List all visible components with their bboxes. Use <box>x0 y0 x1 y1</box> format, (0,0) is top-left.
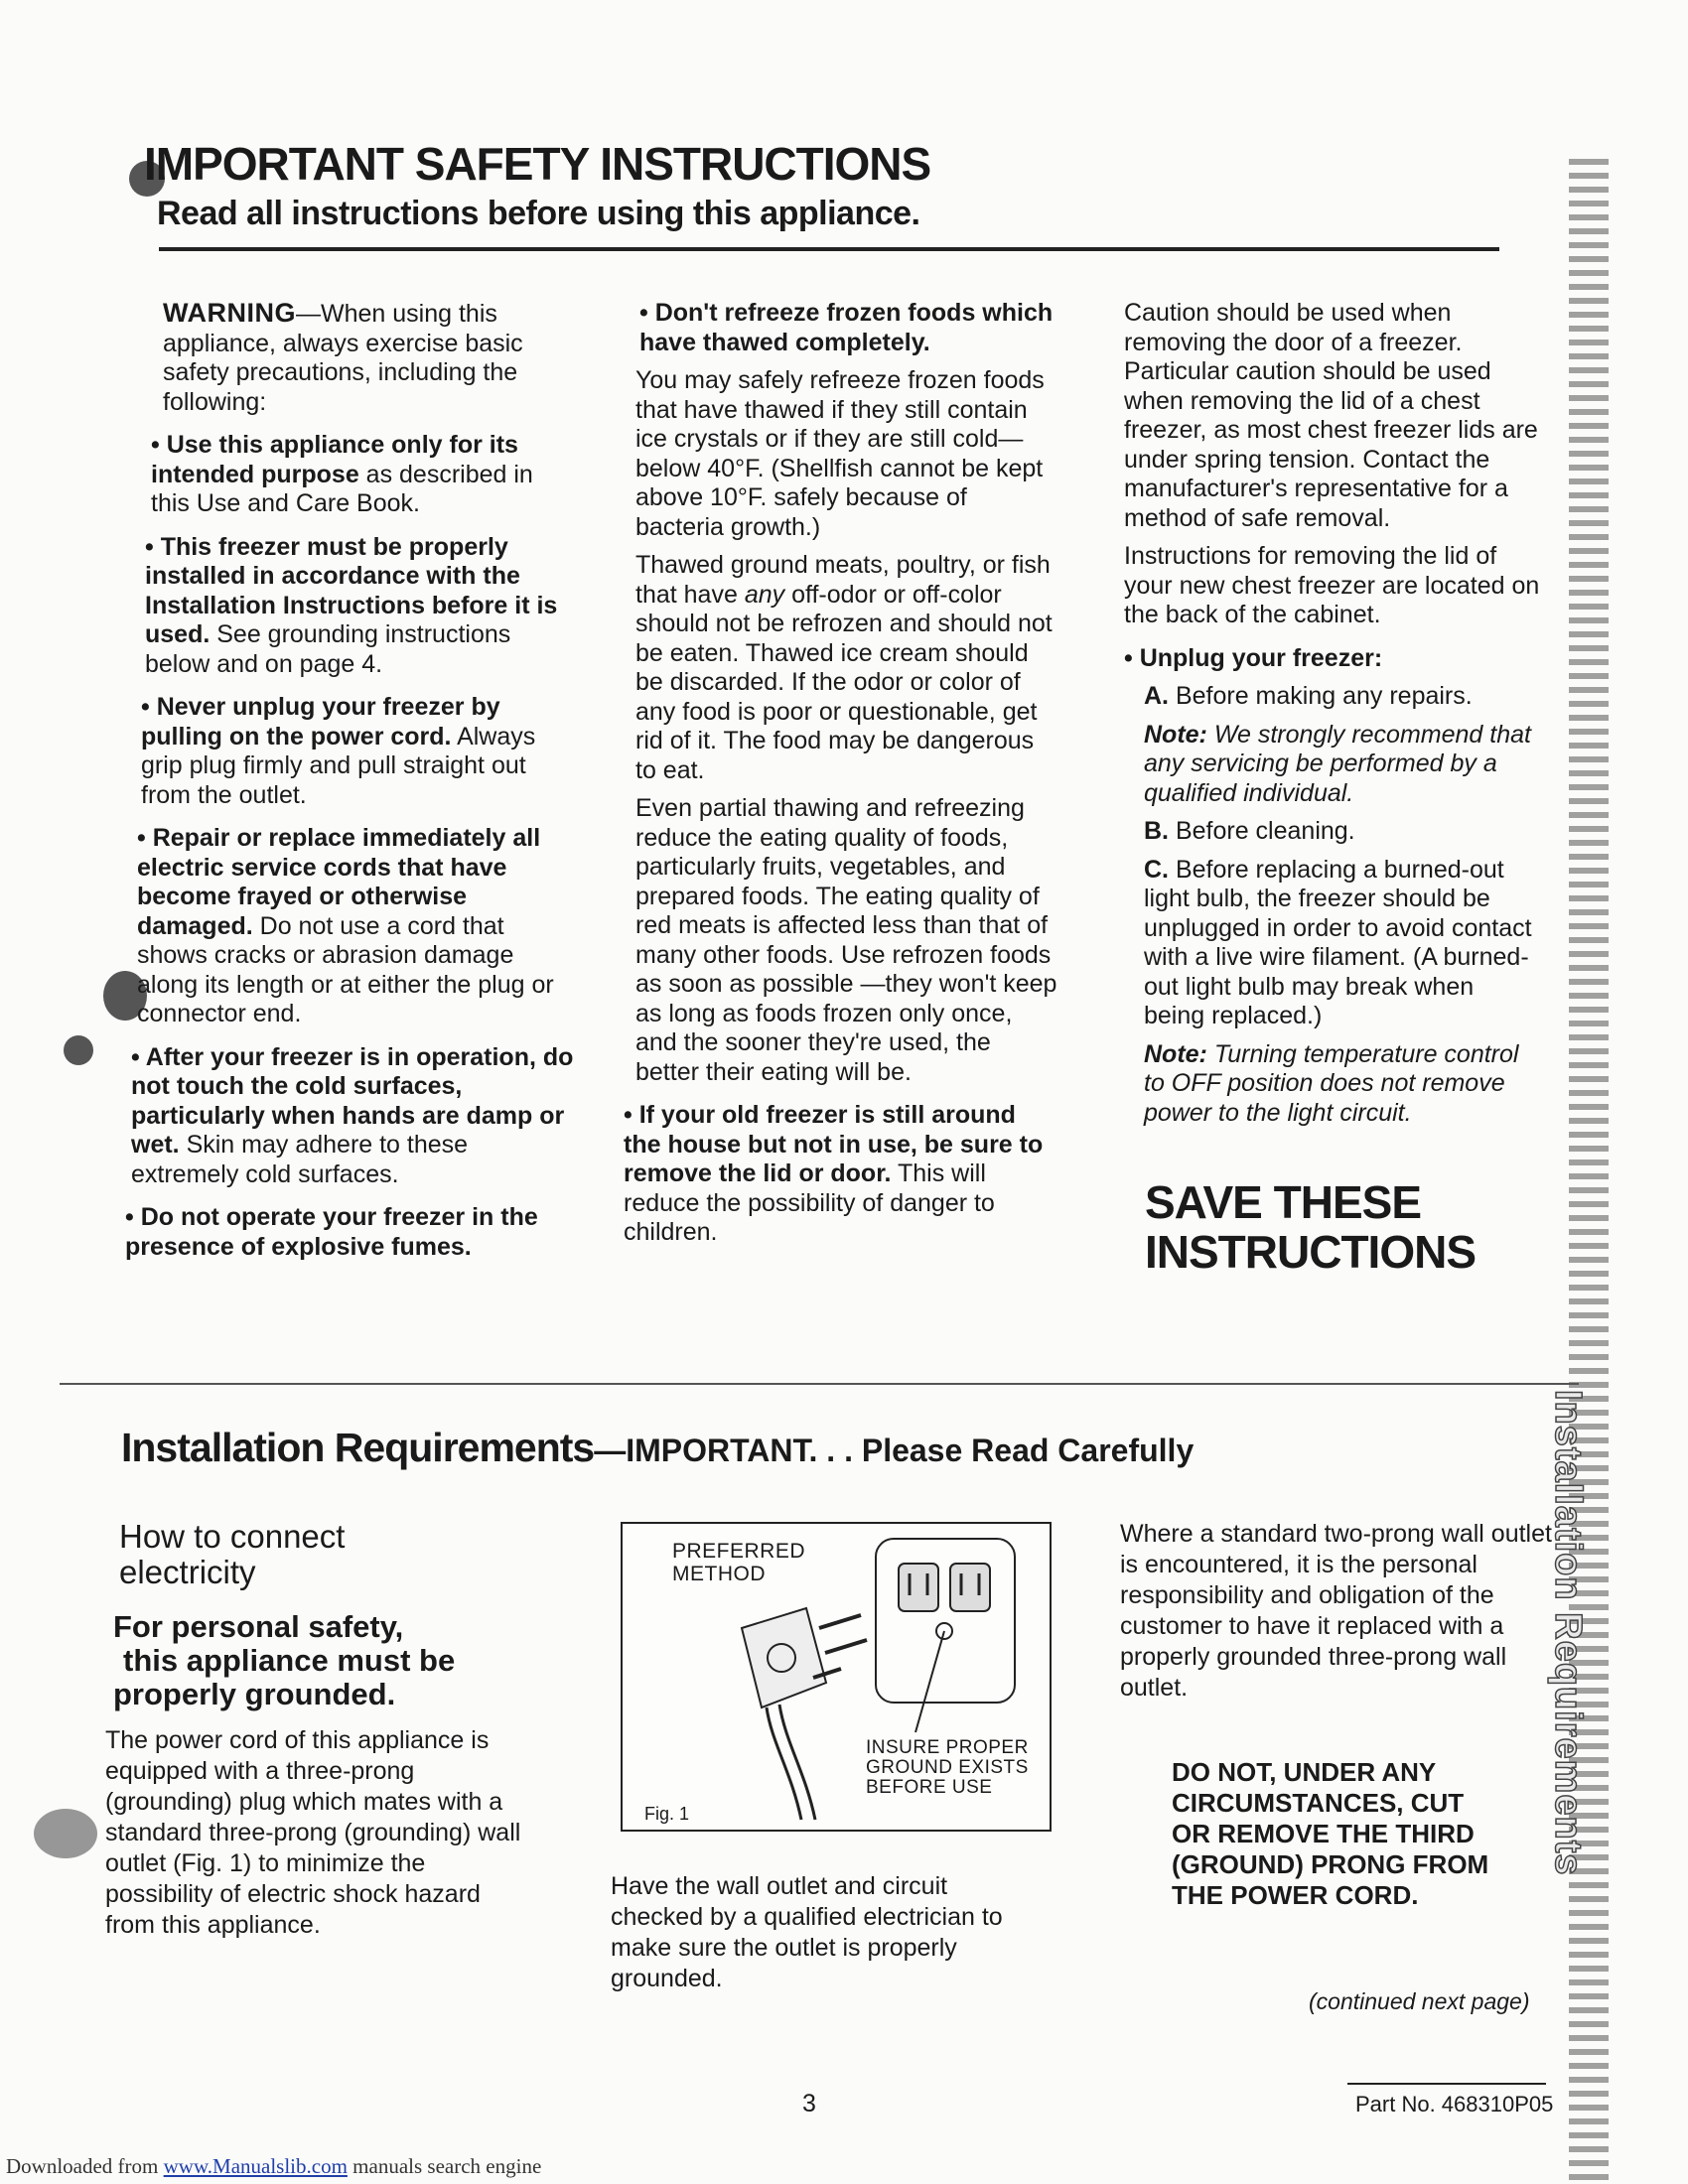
refreeze-paragraph-2 <box>635 551 1057 785</box>
safety-column-2 <box>624 299 1057 1257</box>
installation-title-sub: —IMPORTANT. . . Please Read Carefully <box>594 1433 1195 1468</box>
page-number: 3 <box>802 2090 816 2117</box>
safety-item-old-freezer <box>624 1101 1057 1248</box>
figure-text-line: BEFORE USE <box>866 1777 993 1798</box>
note-servicing <box>1144 721 1541 809</box>
two-prong-paragraph: Where a standard two-prong wall outlet is encountered, it is the personal responsibility and obligation of the customer to have it replaced with a properly grounded three-prong wall outlet. <box>1120 1520 1552 1702</box>
warning-line: CIRCUMSTANCES, CUT <box>1172 1788 1465 1818</box>
text-run: off-odor or off-color should not be refrozen and should not be eaten. Thawed ice cream should be discarded. If the odor or color of any food is poor or questionable, get rid of it. The food may be dangerous to eat. <box>635 580 1053 784</box>
installation-title-main: Installation Requirements <box>121 1425 595 1470</box>
text-run: Thawed ground meats, poultry, or fish that have <box>635 551 1051 609</box>
safety-item-bold: • If your old freezer is still around the house but not in use, be sure to remove the lid or door. <box>624 1101 1044 1187</box>
warning-line: THE POWER CORD. <box>1172 1880 1419 1910</box>
figure-insure-proper-ground <box>866 1738 1029 1798</box>
part-number: Part No. 468310P05 <box>1355 2092 1554 2116</box>
safety-column-3 <box>1124 299 1541 1137</box>
list-label: A. <box>1144 682 1169 710</box>
footer-link[interactable]: www.Manualslib.com <box>163 2154 348 2178</box>
safety-item-bold: • Do not operate your freezer in the presence of explosive fumes. <box>125 1203 538 1261</box>
note-temperature-control <box>1144 1040 1541 1129</box>
list-text: Before cleaning. <box>1169 817 1355 845</box>
save-instructions-heading <box>1145 1177 1476 1277</box>
note-text: Turning temperature control to OFF position does not remove power to the light circuit. <box>1144 1039 1519 1127</box>
grounding-paragraph: The power cord of this appliance is equipped with a three-prong (grounding) plug which mates with a standard three-prong (grounding) wall outlet (Fig. 1) to minimize the possibility of electric shock hazard from this appliance. <box>105 1726 521 1939</box>
safety-column-1 <box>125 298 578 1271</box>
safety-item-bold: • After your freezer is in operation, do not touch the cold surfaces, particularly when hands are damp or wet. <box>131 1042 574 1159</box>
page-title: IMPORTANT SAFETY INSTRUCTIONS <box>144 138 931 190</box>
section-divider <box>60 1383 1579 1385</box>
continued-note: (continued next page) <box>1309 1988 1530 2014</box>
how-to-connect-heading <box>119 1519 572 1590</box>
warning-line: (GROUND) PRONG FROM <box>1172 1849 1489 1879</box>
safety-item-text: Do not use a cord that shows cracks or abrasion damage along its length or at either the plug or connector end. <box>137 911 554 1027</box>
safety-item-bold: • Don't refreeze frozen foods which have thawed completely. <box>639 299 1054 356</box>
safety-item-unplug <box>141 693 578 810</box>
safety-item-text: Skin may adhere to these extremely cold surfaces. <box>131 1131 469 1188</box>
safety-item-installation <box>145 533 578 680</box>
side-edge-strip <box>1569 159 1609 2184</box>
figure-caption: Have the wall outlet and circuit checked by a qualified electrician to make sure the outlet is properly grounded. <box>611 1872 1003 1992</box>
refreeze-paragraph-1: You may safely refreeze frozen foods that have thawed if they still contain ice crystals or if they are still cold—below 40°F. (Shellfish cannot be kept above 10°F. safely because of bacteria growth.) <box>635 366 1045 541</box>
unplug-list <box>1144 682 1541 1128</box>
safety-item-cold-surfaces <box>131 1043 578 1190</box>
safety-item-text: Always grip plug firmly and pull straight out from the outlet. <box>141 722 536 809</box>
ground-prong-warning <box>1172 1757 1488 1911</box>
emphasis-any: any <box>744 580 785 609</box>
note-label: Note: <box>1144 1039 1207 1068</box>
warning-label: WARNING <box>163 298 296 328</box>
install-column-1 <box>105 1519 572 1941</box>
safety-item-explosive-fumes <box>125 1203 578 1262</box>
figure-text-line: GROUND EXISTS <box>866 1757 1029 1778</box>
safety-item-bold: • Never unplug your freezer by pulling on the power cord. <box>141 693 500 751</box>
unplug-heading <box>1124 644 1541 674</box>
refreeze-heading <box>639 299 1057 357</box>
heading-line: How to connect <box>119 1518 346 1555</box>
header-rule <box>159 247 1499 251</box>
lid-removal-paragraph: Instructions for removing the lid of your new chest freezer are located on the back of the cabinet. <box>1124 542 1540 628</box>
heading-line: properly grounded. <box>113 1677 396 1711</box>
door-caution-paragraph: Caution should be used when removing the door of a freezer. Particular caution should be used when removing the lid of a chest freezer, as most chest freezer lids are under spring tension. Contact the manufacturer's representative for a method of safe removal. <box>1124 299 1538 532</box>
safety-item-bold: • This freezer must be properly installed in accordance with the Installation Instructions before it is used. <box>145 532 558 648</box>
unplug-item-b <box>1144 817 1541 847</box>
safety-item-text: as described in this Use and Care Book. <box>151 460 533 517</box>
safety-item-text: See grounding instructions below and on page 4. <box>145 620 511 678</box>
note-label: Note: <box>1144 720 1207 749</box>
warning-paragraph <box>163 299 578 417</box>
list-label: B. <box>1144 817 1169 845</box>
installation-title <box>121 1425 1194 1471</box>
warning-line: DO NOT, UNDER ANY <box>1172 1757 1437 1787</box>
list-label: C. <box>1144 855 1169 884</box>
save-line-2: INSTRUCTIONS <box>1145 1226 1476 1278</box>
footer-suffix: manuals search engine <box>347 2154 542 2178</box>
safety-item-bold: • Repair or replace immediately all electric service cords that have become frayed or otherwise damaged. <box>137 824 541 940</box>
safety-item-text: This will reduce the possibility of danger to children. <box>624 1160 995 1246</box>
figure-text-line: PREFERRED <box>672 1540 806 1563</box>
safety-item-bold: • Unplug your freezer: <box>1124 643 1383 672</box>
warning-line: OR REMOVE THE THIRD <box>1172 1819 1475 1848</box>
safety-item-intended-use <box>151 431 578 519</box>
part-number-rule <box>1347 2083 1546 2085</box>
binder-hole-lower <box>64 1035 93 1065</box>
list-text: Before replacing a burned-out light bulb, the freezer should be unplugged in order to avoid contact with a live wire filament. (A burned-out light bulb may break when being replaced.) <box>1144 855 1532 1029</box>
personal-safety-heading <box>113 1610 572 1711</box>
note-text: We strongly recommend that any servicing be performed by a qualified individual. <box>1144 720 1531 807</box>
figure-text-line: INSURE PROPER <box>866 1737 1029 1758</box>
heading-line: electricity <box>119 1554 256 1590</box>
heading-line: this appliance must be <box>123 1643 456 1678</box>
safety-item-bold: • Use this appliance only for its intended purpose <box>151 431 518 488</box>
heading-line: For personal safety, <box>113 1609 404 1644</box>
download-footer <box>6 2154 541 2179</box>
list-text: Before making any repairs. <box>1169 682 1473 710</box>
unplug-item-c <box>1144 856 1541 1031</box>
binder-hole-bottom <box>34 1809 97 1858</box>
refreeze-paragraph-3: Even partial thawing and refreezing reduce the eating quality of foods, particularly fruits, vegetables, and prepared foods. The eating quality of red meats is affected less than that of many other foods. Use refrozen foods as soon as possible —they won't keep as long as foods frozen only once, and the sooner they're used, the better their eating will be. <box>635 794 1057 1086</box>
save-line-1: SAVE THESE <box>1145 1176 1421 1228</box>
warning-text: —When using this appliance, always exercise basic safety precautions, including the following: <box>163 300 523 416</box>
safety-item-cords <box>137 824 578 1029</box>
page-subtitle: Read all instructions before using this appliance. <box>157 195 920 232</box>
unplug-item-a <box>1144 682 1541 712</box>
figure-label: Fig. 1 <box>644 1804 690 1824</box>
footer-prefix: Downloaded from <box>6 2154 164 2178</box>
figure-1 <box>621 1522 1052 1832</box>
figure-text-line: METHOD <box>672 1563 766 1585</box>
side-tab-installation-requirements: Installation Requirements <box>1547 1390 1589 1876</box>
